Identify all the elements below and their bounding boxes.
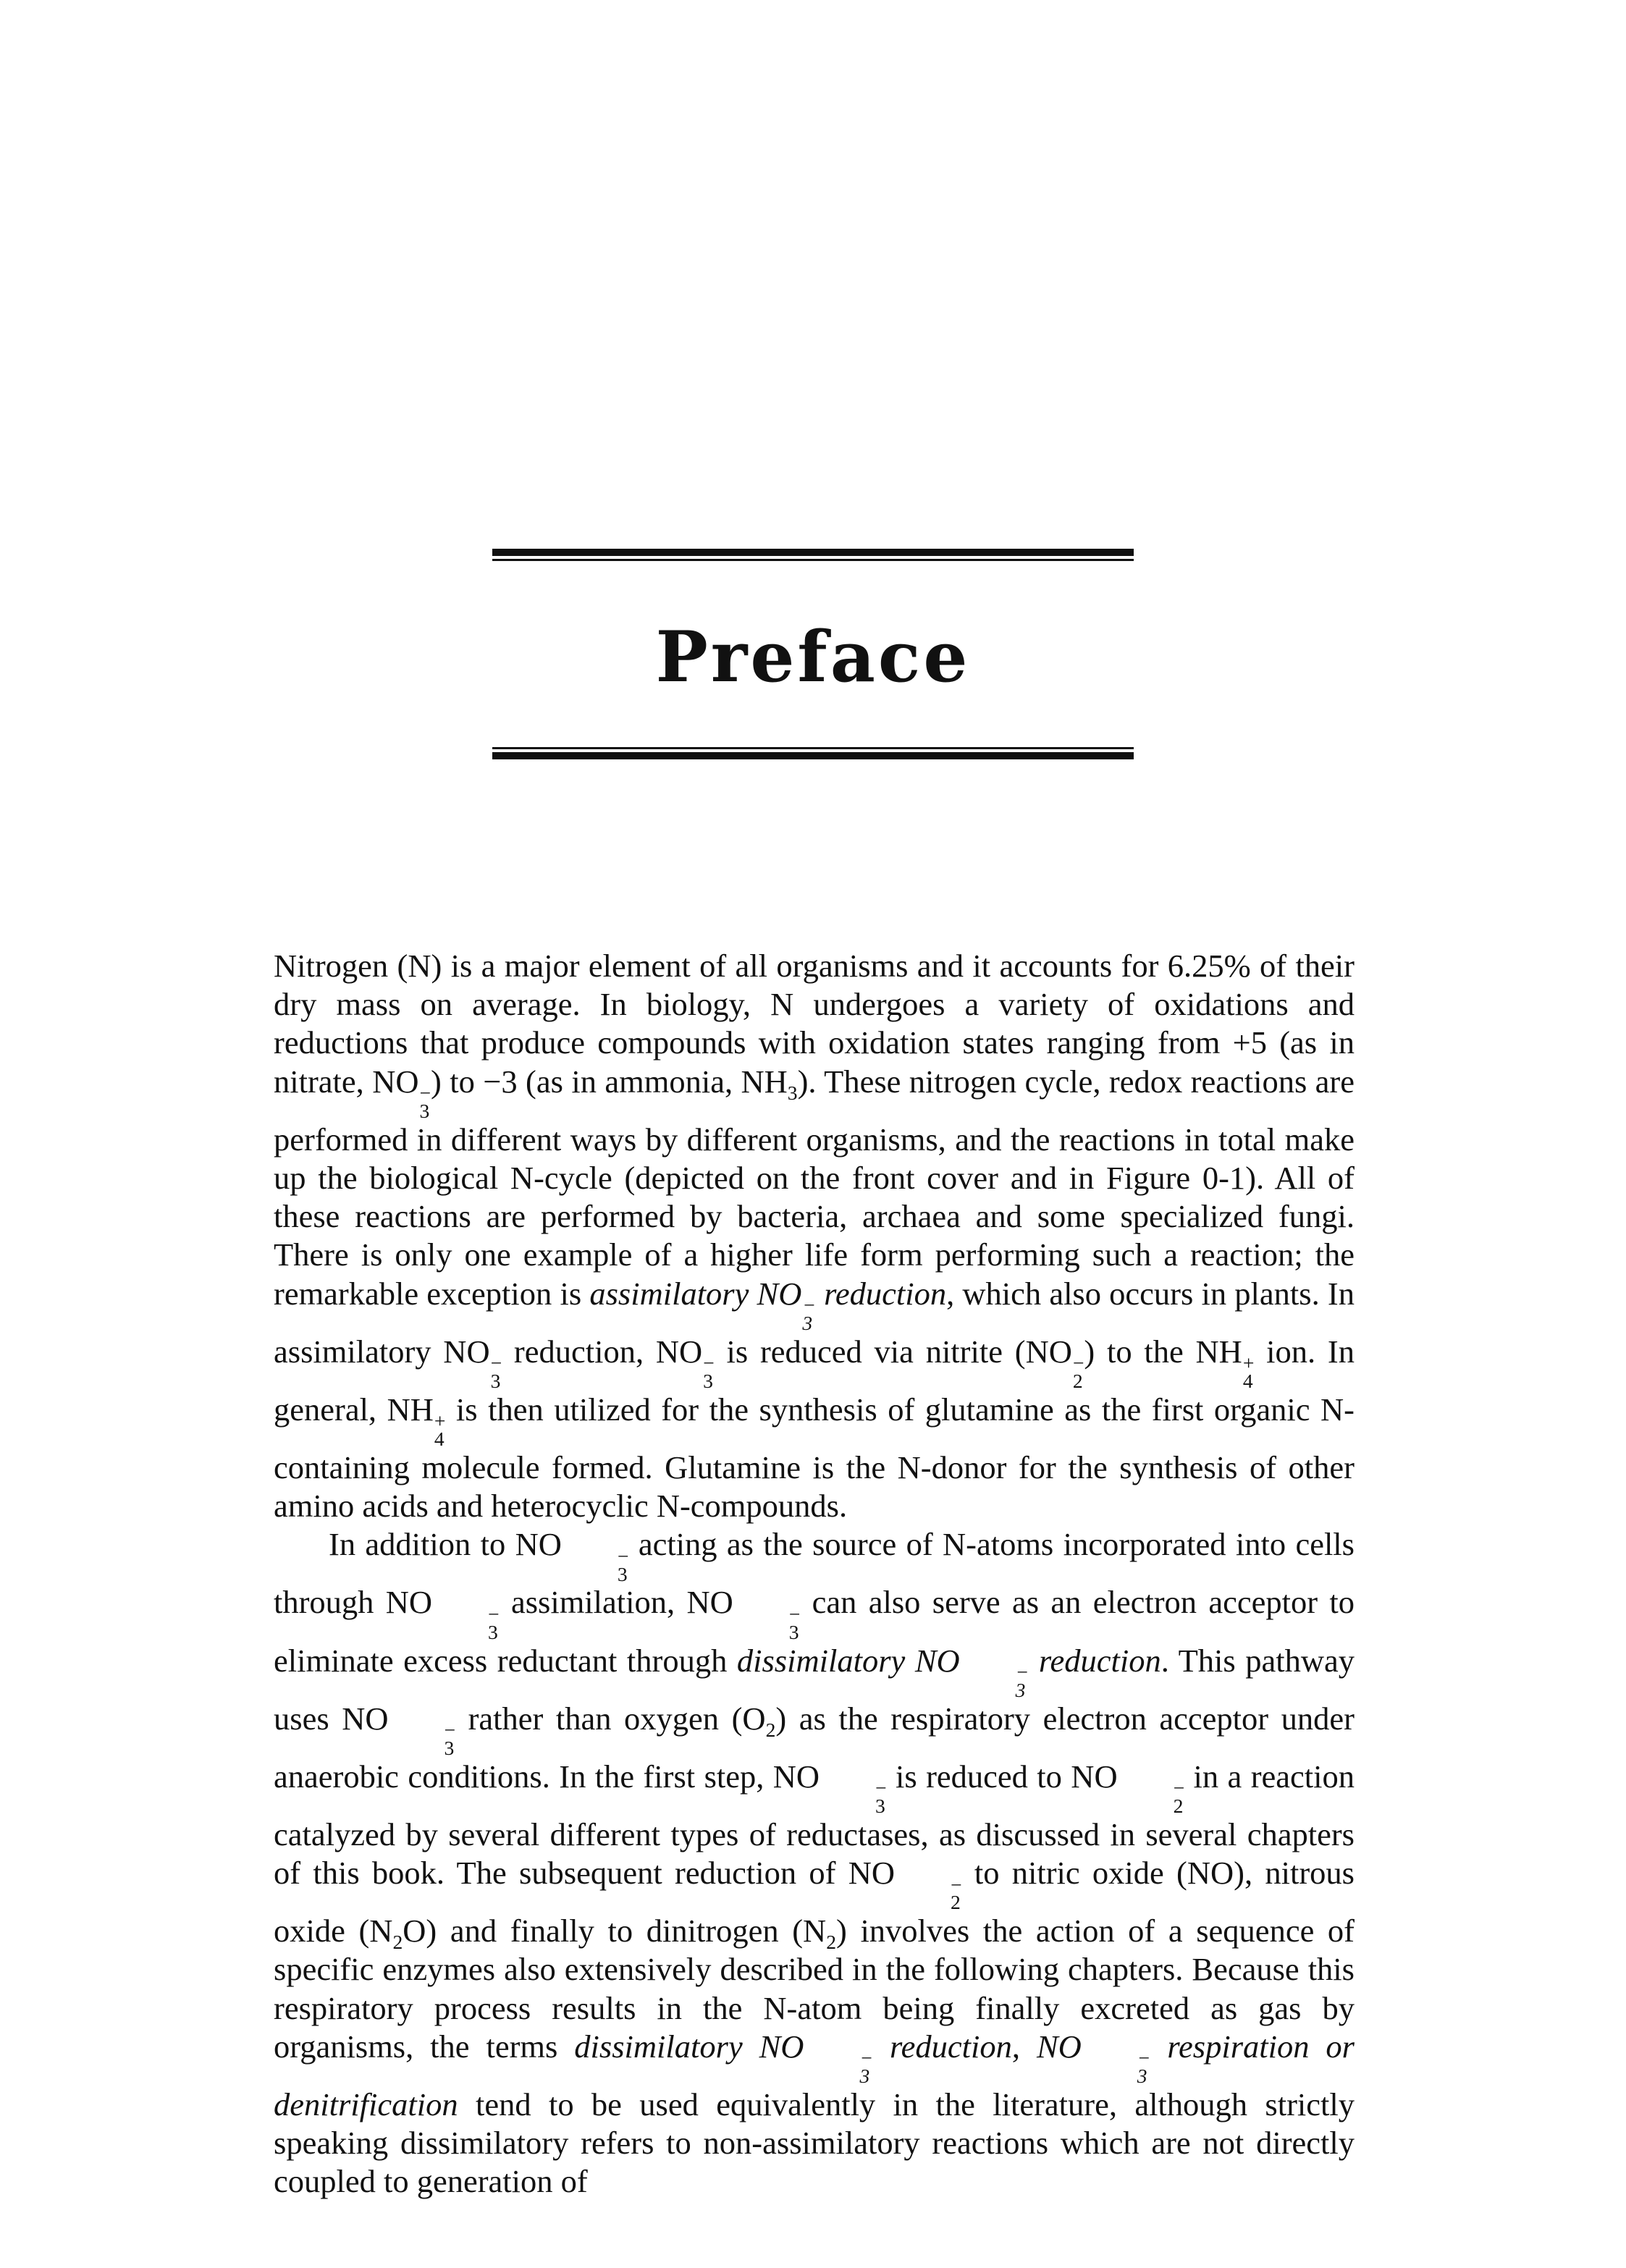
text-run: is reduced via nitrite (NO <box>714 1333 1072 1370</box>
italic-run: dissimilatory NO <box>736 1642 960 1679</box>
italic-run: reduction <box>873 2028 1012 2065</box>
text-run: Nitrogen (N) is a major element of all organisms and it accounts for 6.25% of their dry mass on average. In biology, N undergoes a variety of oxidations and reductions that produce compounds with oxidation states ranging from +5 (as in nitrate, NO <box>274 948 1355 1100</box>
nitrite-ion-marks <box>1073 1354 1084 1391</box>
subscript-3: 3 <box>875 1795 885 1818</box>
superscript-minus: − <box>875 1776 887 1800</box>
nitrate-ion-marks <box>804 2046 874 2088</box>
superscript-minus: − <box>703 1352 715 1375</box>
italic-run: respiration or denitrification <box>274 2028 1355 2123</box>
subscript-3: 3 <box>490 1369 501 1392</box>
nitrite-ion-marks <box>1119 1776 1185 1818</box>
text-run: is reduced to NO <box>886 1758 1118 1795</box>
nitrate-ion-marks <box>491 1354 502 1391</box>
subscript-3: 3 <box>788 1620 799 1643</box>
text-run: , which also occurs in plants. In assimilatory NO <box>274 1275 1355 1370</box>
subscript-3: 3 <box>703 1369 713 1392</box>
text-run: ion. In general, NH <box>274 1333 1355 1428</box>
paragraph-2 <box>274 1525 1355 2201</box>
rule-thick-line <box>492 752 1134 759</box>
text-run: acting as the source of N-atoms incorporated into cells through NO <box>274 1526 1355 1621</box>
subscript-3: 3 <box>617 1562 628 1585</box>
subscript-3: 3 <box>444 1737 455 1759</box>
subscript-2: 2 <box>1173 1795 1184 1818</box>
text-run: ) involves the action of a sequence of specific enzymes also extensively described in the following chapters. Because this respiratory process results in the N-atom being finally excreted as gas by organisms, the terms <box>274 1913 1355 2065</box>
superscript-minus: − <box>1015 1661 1029 1684</box>
text-run: reduction, NO <box>502 1333 703 1370</box>
subscript-2: 2 <box>1072 1369 1083 1392</box>
subscript-4: 4 <box>434 1428 445 1451</box>
superscript-minus: − <box>1072 1352 1084 1375</box>
subscript-3: 3 <box>1015 1678 1026 1701</box>
preface-body <box>274 947 1355 2201</box>
title-rule-top <box>492 549 1134 561</box>
subscript-4: 4 <box>1242 1369 1253 1392</box>
text-run: to nitric oxide (NO), nitrous oxide (N <box>274 1855 1355 1949</box>
text-run: rather than oxygen (O <box>455 1700 766 1737</box>
italic-run: reduction <box>816 1275 947 1312</box>
nitrate-ion-marks <box>433 1602 500 1643</box>
rule-thin-line <box>492 747 1134 749</box>
nitrate-ion-marks <box>563 1544 629 1585</box>
text-run: can also serve as an electron acceptor to eliminate excess reductant through <box>274 1584 1355 1679</box>
nitrate-ion-marks <box>389 1721 455 1758</box>
superscript-minus: − <box>1137 2046 1151 2070</box>
superscript-minus: − <box>617 1544 629 1567</box>
superscript-minus: − <box>788 1602 801 1625</box>
nitrate-ion-marks <box>703 1354 715 1391</box>
superscript-minus: − <box>488 1602 500 1625</box>
ammonium-ion-marks <box>434 1409 446 1451</box>
italic-run: assimilatory NO <box>589 1275 802 1312</box>
superscript-minus: − <box>490 1352 502 1375</box>
superscript-minus: − <box>859 2046 874 2070</box>
title-rule-bottom <box>492 747 1134 759</box>
subscript-2: 2 <box>765 1718 776 1741</box>
subscript-3: 3 <box>859 2065 870 2088</box>
italic-run: dissimilatory NO <box>574 2028 804 2065</box>
nitrate-ion-marks <box>1082 2046 1151 2088</box>
italic-run: reduction <box>1029 1642 1161 1679</box>
subscript-3: 3 <box>488 1620 498 1643</box>
nitrate-ion-marks <box>820 1776 887 1818</box>
subscript-3: 3 <box>419 1099 430 1122</box>
text-run: in a reaction catalyzed by several different types of reductases, as discussed in several chapters of this book. The subsequent reduction of NO <box>274 1758 1355 1892</box>
text-run: ) to −3 (as in ammonia, NH <box>431 1063 788 1100</box>
nitrate-ion-marks <box>961 1661 1029 1701</box>
text-run: O) and finally to dinitrogen (N <box>403 1913 827 1949</box>
ammonium-ion-marks <box>1243 1354 1255 1391</box>
text-run: ). These nitrogen cycle, redox reactions are performed in different ways by different organisms, and the reactions in total make up the biological N-cycle (depicted on the front cover and in Figure 0-1). All of these reactions are performed by bacteria, archaea and some specialized fungi. There is only one example of a higher life form performing such a reaction; the remarkable exception is <box>274 1063 1355 1312</box>
superscript-minus: − <box>419 1082 431 1105</box>
nitrate-ion-marks <box>419 1084 431 1121</box>
text-run: assimilation, NO <box>499 1584 733 1621</box>
text-run: ) as the respiratory electron acceptor under anaerobic conditions. In the first step, NO <box>274 1700 1355 1795</box>
italic-run: NO <box>1036 2028 1082 2065</box>
subscript-2: 2 <box>950 1891 961 1914</box>
nitrite-ion-marks <box>896 1873 962 1914</box>
superscript-minus: − <box>444 1719 456 1742</box>
subscript-2: 2 <box>392 1931 403 1954</box>
text-run: is then utilized for the synthesis of glutamine as the first organic N-containing molecule formed. Glutamine is the N-donor for the synthesis of other amino acids and heterocyclic N-compounds. <box>274 1391 1355 1525</box>
superscript-minus: − <box>1173 1776 1185 1800</box>
rule-thin-line <box>492 559 1134 561</box>
superscript-plus: + <box>434 1409 446 1433</box>
nitrate-ion-marks <box>734 1602 801 1643</box>
subscript-3: 3 <box>1137 2065 1147 2088</box>
subscript-3: 3 <box>802 1311 813 1334</box>
nitrate-ion-marks <box>802 1294 816 1334</box>
superscript-minus: − <box>802 1294 816 1317</box>
subscript-2: 2 <box>826 1931 836 1954</box>
text-run: In addition to NO <box>329 1526 562 1563</box>
text-run: . This pathway uses NO <box>274 1642 1355 1737</box>
text-run: ) to the NH <box>1084 1333 1242 1370</box>
text-run: , <box>1011 2028 1037 2065</box>
subscript-3: 3 <box>787 1081 798 1104</box>
superscript-plus: + <box>1242 1352 1255 1375</box>
text-run: tend to be used equivalently in the literature, although strictly speaking dissimilatory refers to non-assimilatory reactions which are not directly coupled to generation of <box>274 2086 1355 2200</box>
rule-thick-line <box>492 549 1134 556</box>
paragraph-1 <box>274 947 1355 1525</box>
page-title: Preface <box>655 616 971 698</box>
superscript-minus: − <box>950 1873 962 1896</box>
